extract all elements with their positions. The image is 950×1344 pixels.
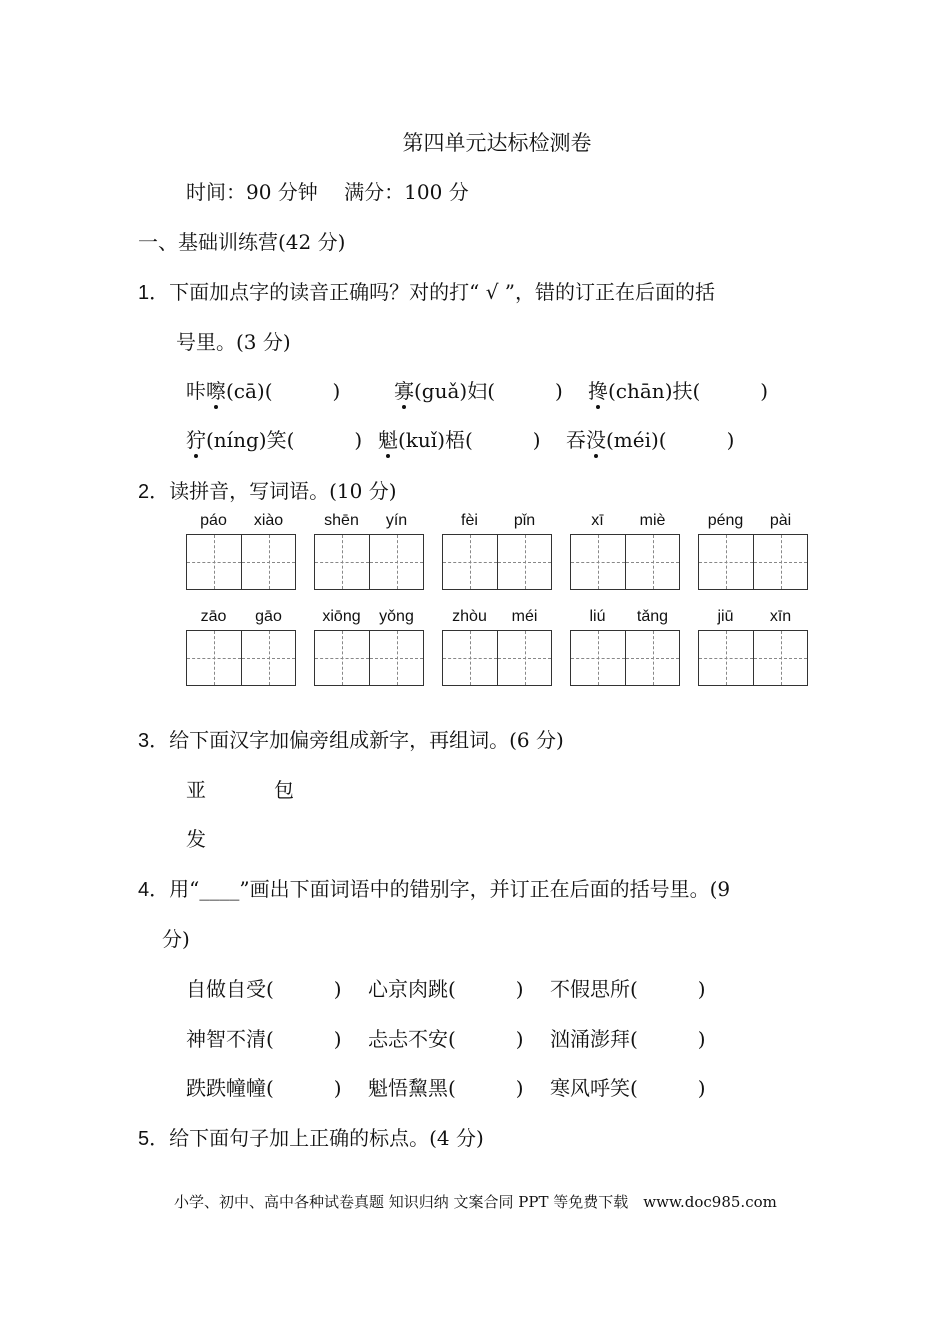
pinyin-label: páo	[200, 512, 227, 529]
pinyin-label: shēn	[324, 512, 359, 529]
writing-boxes[interactable]	[570, 534, 680, 590]
writing-cell[interactable]	[571, 631, 625, 685]
writing-cell[interactable]	[625, 631, 679, 685]
dotted-char: 寡	[394, 379, 414, 403]
pinyin-label: pǐn	[513, 512, 536, 529]
question-4-cont: 分)	[162, 927, 190, 951]
pinyin-label: péng	[707, 512, 744, 529]
word-item: 忐忐不安( )	[368, 1027, 524, 1051]
writing-cell[interactable]	[699, 631, 753, 685]
writing-cell[interactable]	[315, 535, 369, 589]
section-heading: 一、基础训练营(42 分)	[138, 230, 346, 254]
writing-cell[interactable]	[497, 535, 551, 589]
exam-meta: 时间：90 分钟 满分：100 分	[186, 180, 469, 204]
question-4	[138, 875, 730, 904]
pinyin-label: yǒng	[379, 608, 414, 625]
writing-boxes[interactable]	[442, 630, 552, 686]
question-1-cont: 号里。(3 分)	[176, 330, 291, 354]
writing-boxes[interactable]	[698, 534, 808, 590]
question-text: 下面加点字的读音正确吗？对的打“ √ ”，错的订正在后面的括	[169, 280, 716, 304]
radical-char: 发	[186, 827, 206, 851]
writing-boxes[interactable]	[570, 630, 680, 686]
dotted-char: 魁	[378, 428, 398, 452]
word-item: 跌跌幢幢( )	[186, 1076, 342, 1100]
pinyin-label: jiū	[717, 608, 734, 625]
writing-cell[interactable]	[187, 631, 241, 685]
question-number: 1．	[138, 282, 170, 304]
dotted-char: 搀	[588, 379, 608, 403]
writing-boxes[interactable]	[314, 534, 424, 590]
pinyin-label: pài	[769, 512, 792, 529]
radical-char: 包	[274, 778, 294, 802]
pinyin-item: 狞(níng)笑( )	[186, 428, 363, 452]
writing-cell[interactable]	[187, 535, 241, 589]
pinyin-item: 魁(kuǐ)梧( )	[378, 428, 541, 452]
question-number: 2．	[138, 481, 170, 503]
word-item: 心京肉跳( )	[368, 977, 524, 1001]
pinyin-label: zāo	[200, 608, 227, 625]
pinyin-item: 咔嚓(cā)( )	[186, 379, 341, 403]
pinyin-item: 吞没(méi)( )	[566, 428, 735, 452]
page-title: 第四单元达标检测卷	[402, 131, 592, 155]
writing-cell[interactable]	[497, 631, 551, 685]
pinyin-label: xiōng	[322, 608, 361, 625]
pinyin-label: fèi	[461, 512, 478, 529]
dotted-char: 狞	[186, 428, 206, 452]
writing-cell[interactable]	[443, 535, 497, 589]
pinyin-label: xī	[591, 512, 604, 529]
writing-cell[interactable]	[241, 535, 295, 589]
word-item: 不假思所( )	[550, 977, 706, 1001]
writing-cell[interactable]	[369, 631, 423, 685]
word-item: 寒风呼笑( )	[550, 1076, 706, 1100]
pinyin-label: miè	[639, 512, 666, 529]
writing-boxes[interactable]	[186, 630, 296, 686]
question-text: 用“____”画出下面词语中的错别字，并订正在后面的括号里。(9	[169, 877, 731, 901]
dotted-char: 没	[586, 428, 606, 452]
question-number: 5．	[138, 1128, 170, 1150]
pinyin-label: yín	[385, 512, 408, 529]
question-text: 读拼音，写词语。(10 分)	[169, 479, 397, 503]
pinyin-label: zhòu	[452, 608, 487, 625]
question-text: 给下面汉字加偏旁组成新字，再组词。(6 分)	[169, 728, 564, 752]
pinyin-label: xīn	[769, 608, 792, 625]
writing-cell[interactable]	[753, 535, 807, 589]
dotted-char: 嚓	[206, 379, 226, 403]
writing-cell[interactable]	[241, 631, 295, 685]
word-item: 自做自受( )	[186, 977, 342, 1001]
radical-char: 亚	[186, 778, 206, 802]
question-5	[138, 1124, 484, 1153]
pinyin-label: xiào	[253, 512, 284, 529]
writing-cell[interactable]	[699, 535, 753, 589]
question-1	[138, 278, 715, 307]
writing-cell[interactable]	[753, 631, 807, 685]
word-item: 神智不清( )	[186, 1027, 342, 1051]
writing-boxes[interactable]	[186, 534, 296, 590]
question-number: 4．	[138, 879, 170, 901]
word-item: 汹涌澎拜( )	[550, 1027, 706, 1051]
question-3	[138, 726, 564, 755]
pinyin-item: 寡(guǎ)妇( )	[394, 379, 563, 403]
pinyin-label: liú	[589, 608, 606, 625]
writing-cell[interactable]	[315, 631, 369, 685]
writing-cell[interactable]	[369, 535, 423, 589]
writing-cell[interactable]	[443, 631, 497, 685]
word-item: 魁悟黧黑( )	[368, 1076, 524, 1100]
question-text: 给下面句子加上正确的标点。(4 分)	[169, 1126, 484, 1150]
footer-text: 小学、初中、高中各种试卷真题 知识归纳 文案合同 PPT 等免费下载 www.doc985.com	[174, 1193, 777, 1211]
writing-cell[interactable]	[625, 535, 679, 589]
question-number: 3．	[138, 730, 170, 752]
pinyin-label: tǎng	[636, 608, 669, 625]
pinyin-label: méi	[511, 608, 538, 625]
writing-boxes[interactable]	[442, 534, 552, 590]
writing-boxes[interactable]	[314, 630, 424, 686]
writing-boxes[interactable]	[698, 630, 808, 686]
question-2	[138, 477, 397, 506]
pinyin-item: 搀(chān)扶( )	[588, 379, 769, 403]
pinyin-label: gāo	[255, 608, 282, 625]
writing-cell[interactable]	[571, 535, 625, 589]
